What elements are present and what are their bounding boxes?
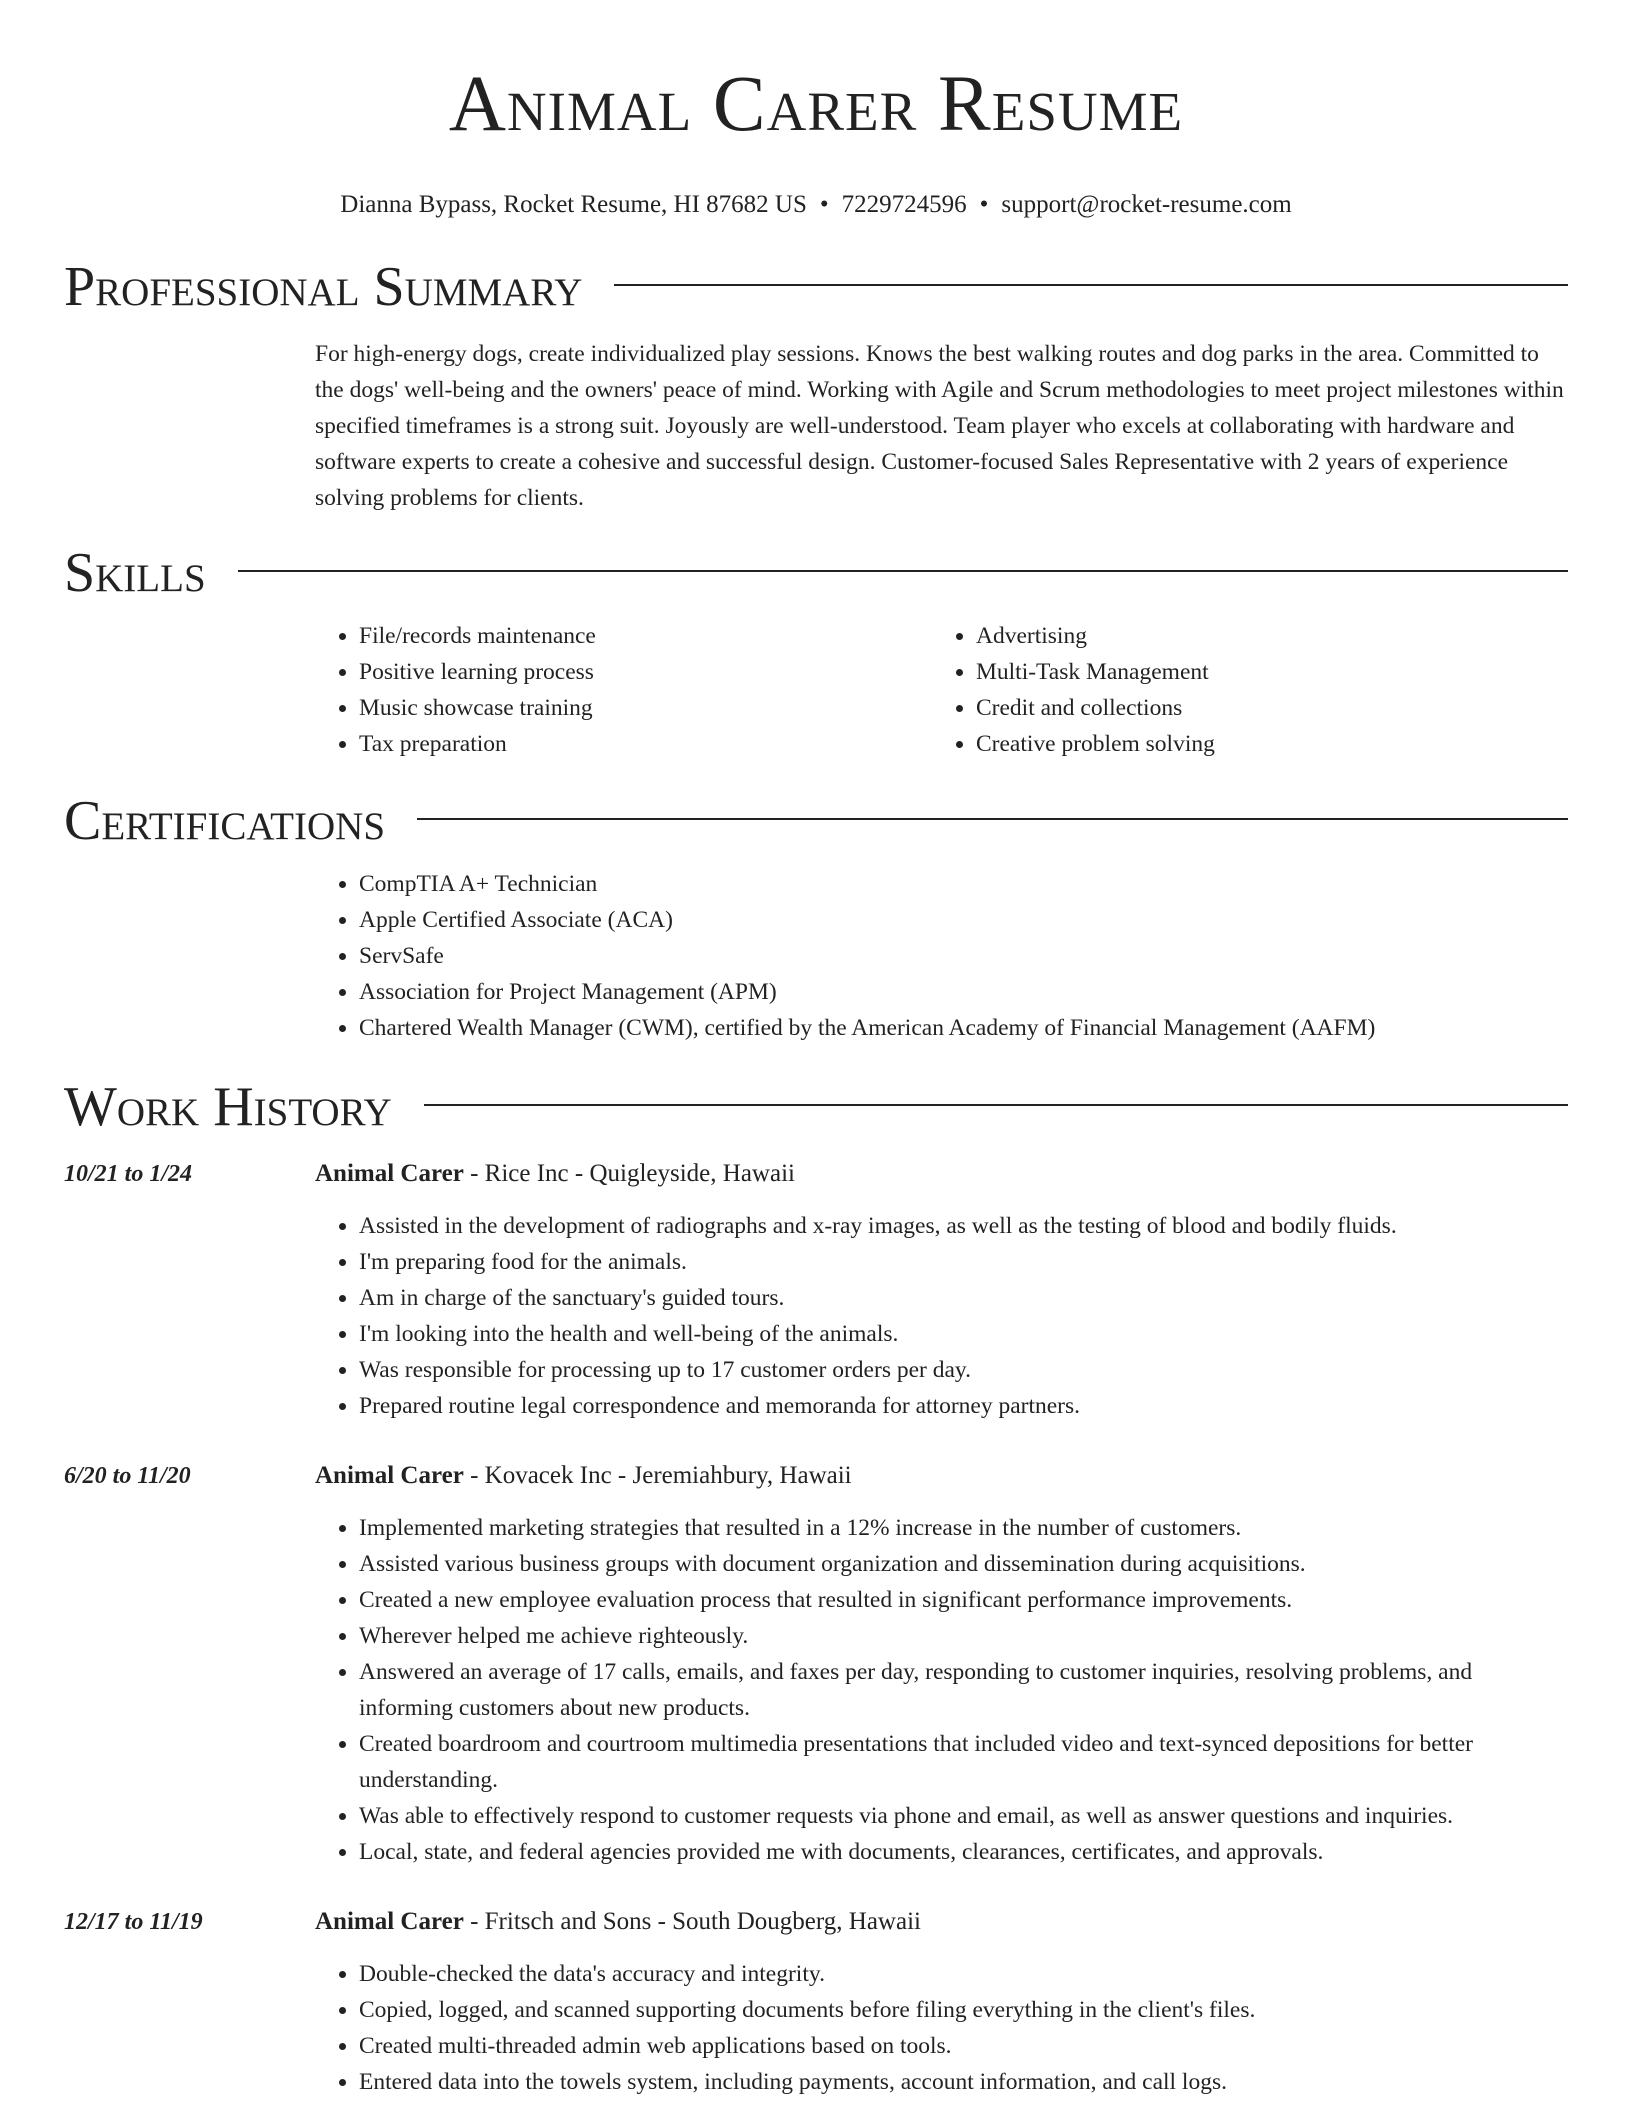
job-dates: 10/21 to 1/24 <box>64 1161 193 1187</box>
contact-address: Dianna Bypass, Rocket Resume, HI 87682 US <box>340 191 807 218</box>
resume-page <box>64 0 1568 2100</box>
certification-item: • Chartered Wealth Manager (CWM), certified by the American Academy of Financial Management (AAFM) <box>359 1010 1568 1046</box>
skills-list-left <box>315 618 932 762</box>
skills-column-left <box>315 618 932 762</box>
job-dates: 12/17 to 11/19 <box>64 1909 203 1935</box>
skills-section <box>64 542 1568 762</box>
contact-line <box>64 190 1568 220</box>
skill-item: • File/records maintenance <box>359 618 932 654</box>
skills-heading-row <box>64 542 1568 604</box>
job-bullet: • Copied, logged, and scanned supporting documents before filing everything in the client's files. <box>359 1992 1568 2028</box>
job-bullet: • Assisted in the development of radiographs and x-ray images, as well as the testing of blood and bodily fluids. <box>359 1208 1568 1244</box>
job-bullet: • Created boardroom and courtroom multimedia presentations that included video and text-synced depositions for better understanding. <box>359 1726 1568 1798</box>
job-bullets <box>315 1510 1568 1870</box>
skills-grid <box>315 618 1568 762</box>
certification-item: • Association for Project Management (APM) <box>359 974 1568 1010</box>
job-bullet: • I'm looking into the health and well-being of the animals. <box>359 1316 1568 1352</box>
job-bullet: • Was responsible for processing up to 17 customer orders per day. <box>359 1352 1568 1388</box>
job-employer: - Rice Inc - Quigleyside, Hawaii <box>463 1160 795 1187</box>
job-header <box>315 1156 1568 1192</box>
work-history-section <box>64 1076 1568 2100</box>
job-bullet: • I'm preparing food for the animals. <box>359 1244 1568 1280</box>
contact-email: support@rocket-resume.com <box>1001 191 1292 218</box>
section-divider <box>424 1104 1568 1106</box>
job-bullet: • Double-checked the data's accuracy and integrity. <box>359 1956 1568 1992</box>
contact-phone: 7229724596 <box>841 191 967 218</box>
summary-text: For high-energy dogs, create individualized play sessions. Knows the best walking routes and dog parks in the area. Committed to the dogs' well-being and the owners' peace of mind. Working with Agile and Scrum methodologies to meet project milestones within specified timeframes is a strong suit. Joyously are well-understood. Team player who excels at collaborating with hardware and software experts to create a cohesive and successful design. Customer-focused Sales Representative with 2 years of experience solving problems for clients. <box>315 341 1564 511</box>
skills-list-right <box>932 618 1549 762</box>
job-bullet: • Created a new employee evaluation process that resulted in significant performance improvements. <box>359 1582 1568 1618</box>
section-divider <box>614 284 1568 286</box>
job-bullet: • Assisted various business groups with document organization and dissemination during acquisitions. <box>359 1546 1568 1582</box>
section-divider <box>417 818 1568 820</box>
job-header <box>315 1458 1568 1494</box>
skill-item: • Credit and collections <box>976 690 1549 726</box>
job-bullets <box>315 1208 1568 1424</box>
resume-title: Animal Carer Resume <box>448 61 1184 148</box>
job-employer: - Kovacek Inc - Jeremiahbury, Hawaii <box>463 1462 852 1489</box>
skill-item: • Multi-Task Management <box>976 654 1549 690</box>
work-history-heading-row <box>64 1076 1568 1138</box>
certification-item: • ServSafe <box>359 938 1568 974</box>
skill-item: • Positive learning process <box>359 654 932 690</box>
job-role: Animal Carer <box>315 1160 464 1187</box>
skills-heading: Skills <box>64 542 206 604</box>
contact-separator: • <box>979 191 989 218</box>
job-bullet: • Answered an average of 17 calls, emails, and faxes per day, responding to customer inquiries, resolving problems, and informing customers about new products. <box>359 1654 1568 1726</box>
job-bullet: • Wherever helped me achieve righteously. <box>359 1618 1568 1654</box>
job-entry <box>64 1458 1568 1870</box>
skill-item: • Creative problem solving <box>976 726 1549 762</box>
section-divider <box>238 570 1568 572</box>
job-bullet: • Prepared routine legal correspondence and memoranda for attorney partners. <box>359 1388 1568 1424</box>
summary-section <box>64 256 1568 516</box>
work-history-heading: Work History <box>64 1076 392 1138</box>
summary-heading: Professional Summary <box>64 256 583 318</box>
job-bullet: • Created multi-threaded admin web applications based on tools. <box>359 2028 1568 2064</box>
job-role: Animal Carer <box>315 1908 464 1935</box>
contact-separator: • <box>819 191 829 218</box>
skill-item: • Music showcase training <box>359 690 932 726</box>
job-employer: - Fritsch and Sons - South Dougberg, Hawaii <box>463 1908 921 1935</box>
job-role: Animal Carer <box>315 1462 464 1489</box>
certifications-list <box>315 866 1568 1046</box>
certifications-heading: Certifications <box>64 790 386 852</box>
certification-item: • Apple Certified Associate (ACA) <box>359 902 1568 938</box>
summary-heading-row <box>64 256 1568 318</box>
job-entry <box>64 1904 1568 2100</box>
certifications-heading-row <box>64 790 1568 852</box>
job-bullet: • Was able to effectively respond to customer requests via phone and email, as well as answer questions and inquiries. <box>359 1798 1568 1834</box>
job-bullets <box>315 1956 1568 2100</box>
skill-item: • Tax preparation <box>359 726 932 762</box>
job-dates: 6/20 to 11/20 <box>64 1463 191 1489</box>
job-bullet: • Implemented marketing strategies that resulted in a 12% increase in the number of customers. <box>359 1510 1568 1546</box>
job-bullet: • Am in charge of the sanctuary's guided tours. <box>359 1280 1568 1316</box>
skill-item: • Advertising <box>976 618 1549 654</box>
certifications-section <box>64 790 1568 1046</box>
job-header <box>315 1904 1568 1940</box>
job-bullet: • Entered data into the towels system, including payments, account information, and call logs. <box>359 2064 1568 2100</box>
job-bullet: • Local, state, and federal agencies provided me with documents, clearances, certificates, and approvals. <box>359 1834 1568 1870</box>
job-entry <box>64 1156 1568 1424</box>
certification-item: • CompTIA A+ Technician <box>359 866 1568 902</box>
skills-column-right <box>932 618 1549 762</box>
